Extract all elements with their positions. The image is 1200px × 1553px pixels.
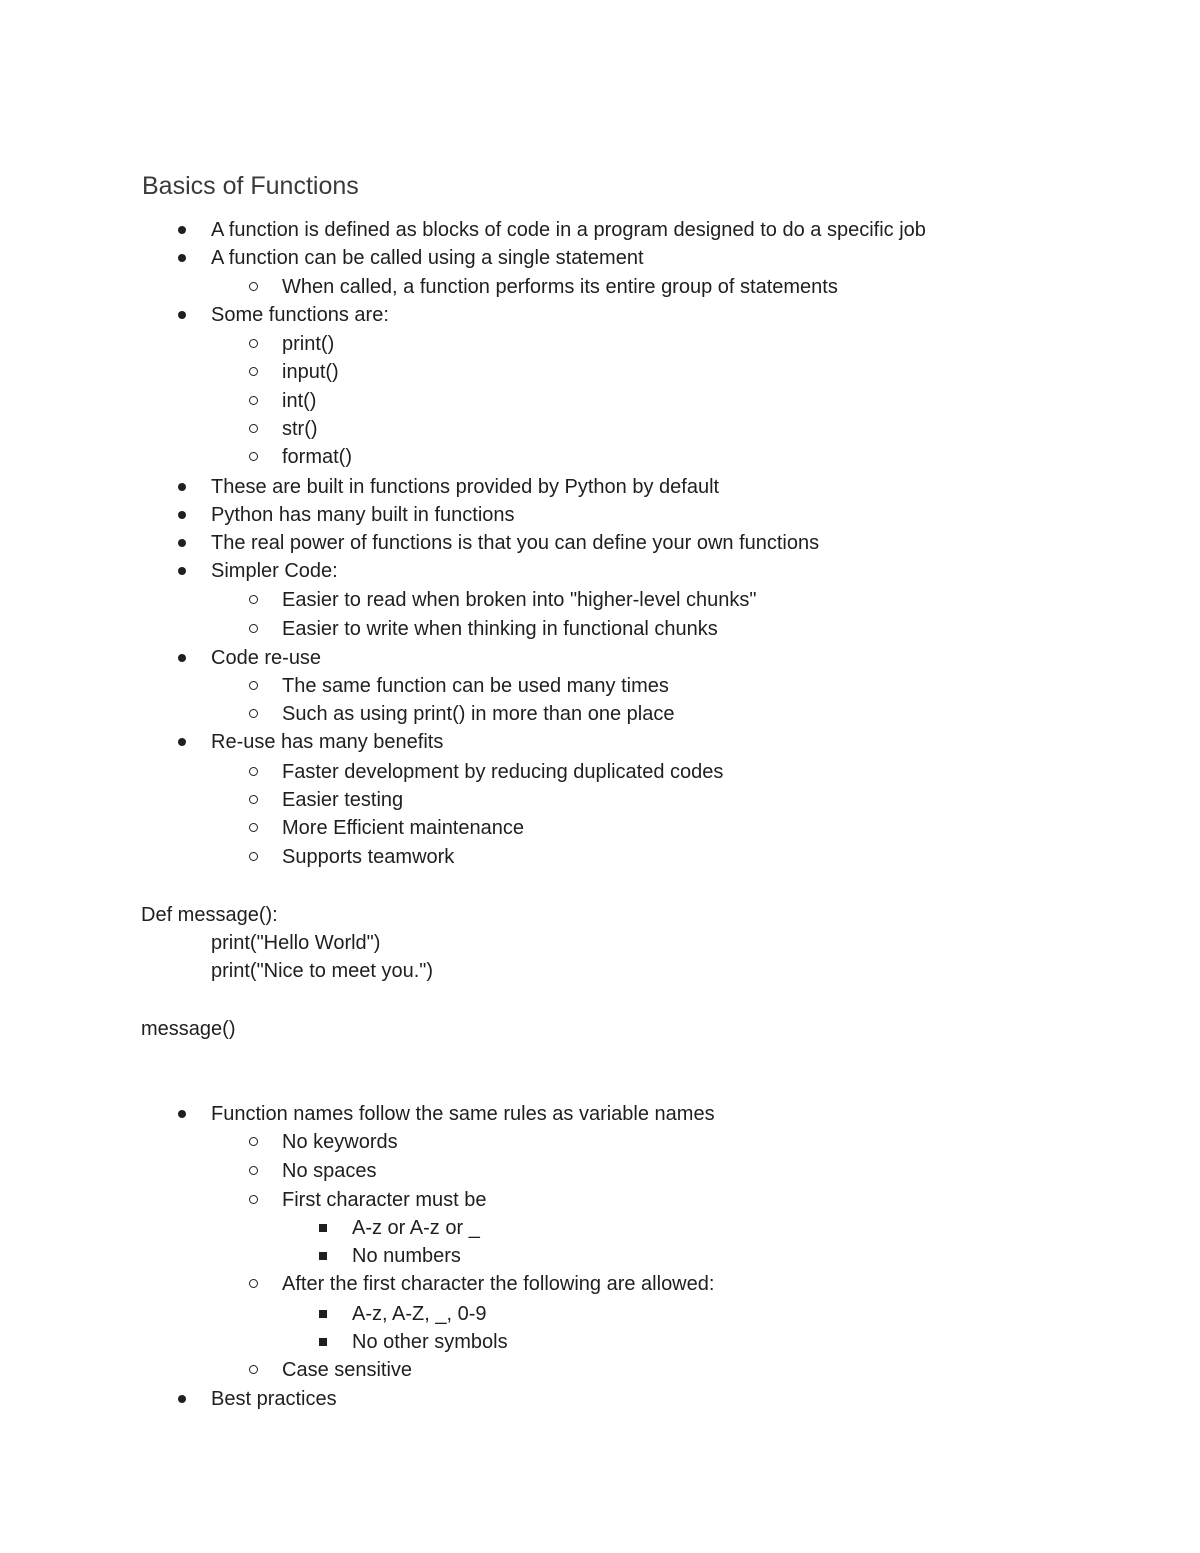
list-item bbox=[282, 615, 718, 643]
hollow-circle-bullet-icon bbox=[249, 595, 258, 604]
list-item bbox=[282, 758, 723, 786]
filled-circle-bullet-icon bbox=[178, 511, 186, 519]
code-line: print("Hello World") bbox=[211, 932, 381, 954]
list-item-text: No numbers bbox=[352, 1245, 461, 1267]
list-item bbox=[282, 273, 838, 301]
list-item bbox=[282, 1186, 487, 1214]
filled-circle-bullet-icon bbox=[178, 539, 186, 547]
hollow-circle-bullet-icon bbox=[249, 424, 258, 433]
hollow-circle-bullet-icon bbox=[249, 624, 258, 633]
list-item bbox=[282, 330, 334, 358]
list-item-text: Easier testing bbox=[282, 789, 404, 811]
list-item-text: int() bbox=[282, 390, 317, 412]
code-line: Def message(): bbox=[141, 904, 278, 926]
filled-circle-bullet-icon bbox=[178, 254, 186, 262]
list-item-text: Supports teamwork bbox=[282, 846, 455, 868]
list-item-text: str() bbox=[282, 418, 318, 440]
filled-circle-bullet-icon bbox=[178, 654, 186, 662]
hollow-circle-bullet-icon bbox=[249, 1166, 258, 1175]
list-item-text: First character must be bbox=[282, 1189, 487, 1211]
document-title: Basics of Functions bbox=[142, 172, 359, 200]
list-item bbox=[352, 1242, 461, 1270]
list-item bbox=[211, 728, 443, 756]
list-item bbox=[211, 216, 926, 244]
list-item bbox=[352, 1300, 486, 1328]
list-item-text: print() bbox=[282, 333, 335, 355]
filled-circle-bullet-icon bbox=[178, 483, 186, 491]
list-item bbox=[282, 1157, 377, 1185]
list-item-text: These are built in functions provided by Python by default bbox=[211, 476, 720, 498]
hollow-circle-bullet-icon bbox=[249, 795, 258, 804]
list-item-text: Simpler Code: bbox=[211, 560, 338, 582]
hollow-circle-bullet-icon bbox=[249, 367, 258, 376]
hollow-circle-bullet-icon bbox=[249, 396, 258, 405]
list-item bbox=[282, 700, 674, 728]
list-item-text: Easier to write when thinking in functional chunks bbox=[282, 618, 718, 640]
square-bullet-icon bbox=[319, 1224, 327, 1232]
list-item bbox=[352, 1328, 508, 1356]
square-bullet-icon bbox=[319, 1252, 327, 1260]
hollow-circle-bullet-icon bbox=[249, 681, 258, 690]
filled-circle-bullet-icon bbox=[178, 1395, 186, 1403]
list-item-text: More Efficient maintenance bbox=[282, 817, 524, 839]
list-item bbox=[211, 529, 819, 557]
hollow-circle-bullet-icon bbox=[249, 339, 258, 348]
list-item-text: The real power of functions is that you can define your own functions bbox=[211, 532, 820, 554]
hollow-circle-bullet-icon bbox=[249, 452, 258, 461]
list-item bbox=[211, 1385, 337, 1413]
list-item-text: A function can be called using a single statement bbox=[211, 247, 644, 269]
list-item bbox=[282, 586, 756, 614]
list-item-text: When called, a function performs its entire group of statements bbox=[282, 276, 838, 298]
list-item bbox=[211, 644, 321, 672]
list-item-text: Faster development by reducing duplicated codes bbox=[282, 761, 724, 783]
list-item bbox=[282, 415, 318, 443]
list-item-text: A-z or A-z or _ bbox=[352, 1217, 480, 1239]
filled-circle-bullet-icon bbox=[178, 226, 186, 234]
list-item bbox=[282, 358, 339, 386]
filled-circle-bullet-icon bbox=[178, 311, 186, 319]
list-item-text: input() bbox=[282, 361, 339, 383]
filled-circle-bullet-icon bbox=[178, 738, 186, 746]
list-item-text: A-z, A-Z, _, 0-9 bbox=[352, 1303, 487, 1325]
list-item bbox=[282, 814, 524, 842]
list-item bbox=[211, 557, 338, 585]
list-item-text: Such as using print() in more than one place bbox=[282, 703, 675, 725]
hollow-circle-bullet-icon bbox=[249, 1279, 258, 1288]
hollow-circle-bullet-icon bbox=[249, 823, 258, 832]
list-item-text: Easier to read when broken into "higher-level chunks" bbox=[282, 589, 757, 611]
list-item bbox=[282, 672, 669, 700]
list-item-text: Best practices bbox=[211, 1388, 337, 1410]
list-item bbox=[282, 843, 454, 871]
hollow-circle-bullet-icon bbox=[249, 1137, 258, 1146]
list-item bbox=[282, 1270, 714, 1298]
code-line: message() bbox=[141, 1018, 236, 1040]
hollow-circle-bullet-icon bbox=[249, 1195, 258, 1204]
filled-circle-bullet-icon bbox=[178, 567, 186, 575]
hollow-circle-bullet-icon bbox=[249, 767, 258, 776]
list-item bbox=[352, 1214, 480, 1242]
square-bullet-icon bbox=[319, 1310, 327, 1318]
list-item-text: No spaces bbox=[282, 1160, 377, 1182]
hollow-circle-bullet-icon bbox=[249, 852, 258, 861]
list-item bbox=[211, 501, 515, 529]
list-item bbox=[282, 1128, 398, 1156]
list-item-text: Some functions are: bbox=[211, 304, 389, 326]
list-item-text: Function names follow the same rules as variable names bbox=[211, 1103, 715, 1125]
filled-circle-bullet-icon bbox=[178, 1110, 186, 1118]
list-item-text: No keywords bbox=[282, 1131, 398, 1153]
list-item bbox=[282, 1356, 412, 1384]
list-item bbox=[211, 244, 644, 272]
list-item-text: Re-use has many benefits bbox=[211, 731, 444, 753]
list-item-text: Python has many built in functions bbox=[211, 504, 515, 526]
list-item-text: A function is defined as blocks of code in a program designed to do a specific job bbox=[211, 219, 926, 241]
list-item-text: The same function can be used many times bbox=[282, 675, 669, 697]
list-item-text: Case sensitive bbox=[282, 1359, 413, 1381]
list-item-text: No other symbols bbox=[352, 1331, 508, 1353]
hollow-circle-bullet-icon bbox=[249, 1365, 258, 1374]
hollow-circle-bullet-icon bbox=[249, 282, 258, 291]
list-item bbox=[282, 443, 352, 471]
list-item-text: Code re-use bbox=[211, 647, 322, 669]
list-item bbox=[282, 786, 403, 814]
list-item bbox=[211, 301, 389, 329]
list-item bbox=[282, 387, 316, 415]
list-item bbox=[211, 1100, 715, 1128]
list-item bbox=[211, 473, 719, 501]
list-item-text: After the first character the following are allowed: bbox=[282, 1273, 715, 1295]
hollow-circle-bullet-icon bbox=[249, 709, 258, 718]
square-bullet-icon bbox=[319, 1338, 327, 1346]
code-line: print("Nice to meet you.") bbox=[211, 960, 434, 982]
list-item-text: format() bbox=[282, 446, 352, 468]
